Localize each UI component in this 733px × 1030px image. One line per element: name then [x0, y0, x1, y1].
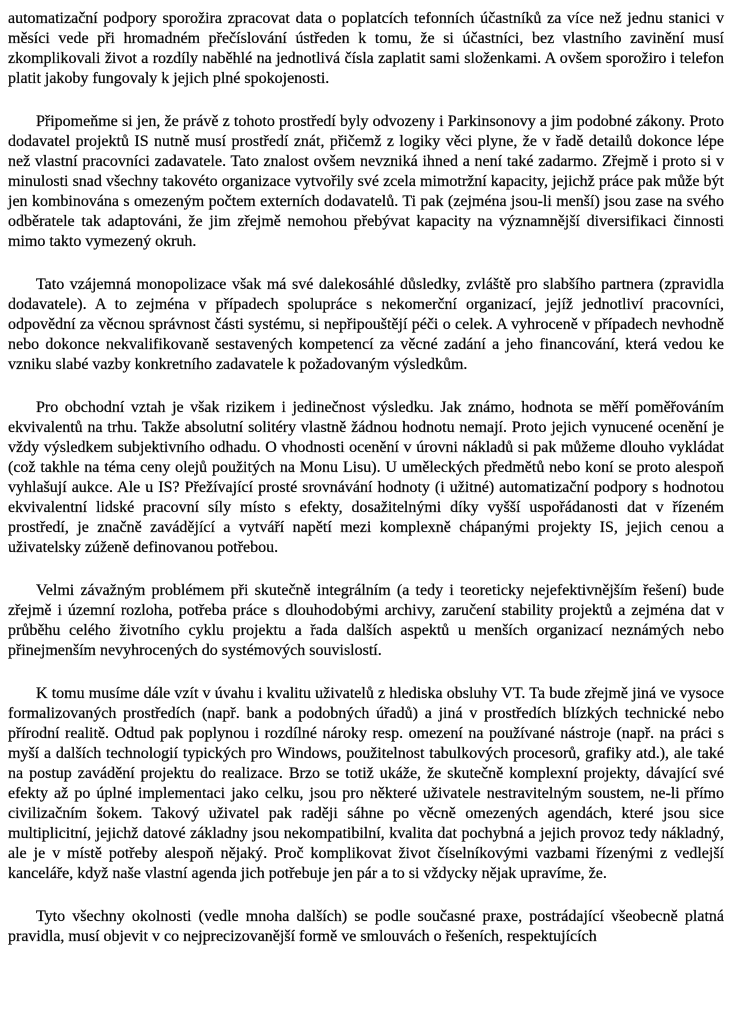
paragraph-3: Tato vzájemná monopolizace však má své dalekosáhlé důsledky, zvláště pro slabšího partnera (zpravidla dodavatele). A to zejména v případech spolupráce s nekomerční organizací, jejíž jednotliví pracovníci, odpovědní za věcnou správnost části systému, si nepřipouštějí péči o celek. A vyhroceně v případech nevhodně nebo dokonce nekvalifikovaně sestavených kompetencí za věcné zadání a jeho financování, která vedou ke vzniku slabé vazby konkretního zadavatele k požadovaným výsledkům. [8, 276, 724, 373]
paragraph-6: K tomu musíme dále vzít v úvahu i kvalitu uživatelů z hlediska obsluhy VT. Ta bude zřejmě jiná ve vysoce formalizovaných prostředích (např. bank a podobných úřadů) a jiná v prostředích blízkých technické nebo přírodní realitě. Odtud pak poplynou i rozdílné nároky resp. omezení na používané nástroje (např. na práci s myší a dalších technologií typických pro Windows, použitelnost tabulkových procesorů, grafiky atd.), ale také na postup zavádění projektu do realizace. Brzo se totiž ukáže, že skutečně komplexní projekty, dávající své efekty až po úplné implementaci jako celku, jsou pro některé uživatele nestravitelným soustem, ne-li přímo civilizačním šokem. Takový uživatel pak raději sáhne po věcně omezených agendách, které jsou sice multiplicitní, jejichž datové základny jsou nekompatibilní, kvalita dat pochybná a jejich provoz tedy nákladný, ale je v místě potřeby alespoň nějaký. Proč komplikovat život číselníkovými vazbami řízenými z vedlejší kanceláře, když naše vlastní agenda jich potřebuje jen pár a to si vždycky nějak upravíme, že. [8, 685, 724, 882]
document-body-text [8, 9, 724, 947]
paragraph-2: Připomeňme si jen, že právě z tohoto prostředí byly odvozeny i Parkinsonovy a jim podobné zákony. Proto dodavatel projektů IS nutně musí prostředí znát, přičemž z logiky věci plyne, že v řadě detailů dokonce lépe než vlastní pracovníci zadavatele. Tato znalost ovšem nevzniká ihned a není také zadarmo. Zřejmě i proto si v minulosti snad všechny takovéto organizace vytvořily své zcela mimotržní kapacity, jejichž práce pak může být jen kombinována s omezeným počtem externích dodavatelů. Ti pak (zejména jsou-li menší) jsou zase na svého odběratele tak adaptováni, že jim zřejmě nemohou přebývat kapacity na významnější diversifikaci činnosti mimo takto vymezený okruh. [8, 113, 724, 250]
paragraph-4: Pro obchodní vztah je však rizikem i jedinečnost výsledku. Jak známo, hodnota se měří poměřováním ekvivalentů na trhu. Takže absolutní solitéry vlastně žádnou hodnotu nemají. Proto jejich vynucené ocenění je vždy výsledkem subjektivního odhadu. O vhodnosti ocenění v úrovni nákladů si pak můžeme dlouho vykládat (což takhle na téma ceny olejů použitých na Monu Lisu). U uměleckých předmětů nebo koní se proto alespoň vyhlašují aukce. Ale u IS? Přežívající prosté srovnávání hodnoty (i užitné) automatizační podpory s hodnotou ekvivalentní lidské pracovní síly místo s efekty, dosažitelnými díky vyšší uspořádanosti dat v řízeném prostředí, je značně zavádějící a vytváří napětí mezi komplexně chápanými projekty IS, jejich cenou a uživatelsky zúženě definovanou potřebou. [8, 399, 724, 556]
paragraph-7: Tyto všechny okolnosti (vedle mnoha dalších) se podle současné praxe, postrádající všeobecně platná pravidla, musí objevit v co nejprecizovanější formě ve smlouvách o řešeních, respektujících [8, 908, 724, 945]
paragraph-5: Velmi závažným problémem při skutečně integrálním (a tedy i teoreticky nejefektivnějším řešení) bude zřejmě i územní rozloha, potřeba práce s dlouhodobými archivy, zaručení stability projektů a zejména dat v průběhu celého životního cyklu projektu a řada dalších aspektů u menších organizací neznámých nebo přinejmenším nevyhrocených do systémových souvislostí. [8, 582, 724, 659]
paragraph-1: automatizační podpory sporožira zpracovat data o poplatcích tefonních účastníků za více než jednu stanici v měsíci vede při hromadném přečíslování ústředen k tomu, že si účastníci, bez vlastního zavinění musí zkomplikovali život a rozdíly naběhlé na jednotlivá čísla zaplatit sami složenkami. A ovšem sporožiro i telefon platit jakoby fungovaly k jejich plné spokojenosti. [8, 10, 724, 87]
